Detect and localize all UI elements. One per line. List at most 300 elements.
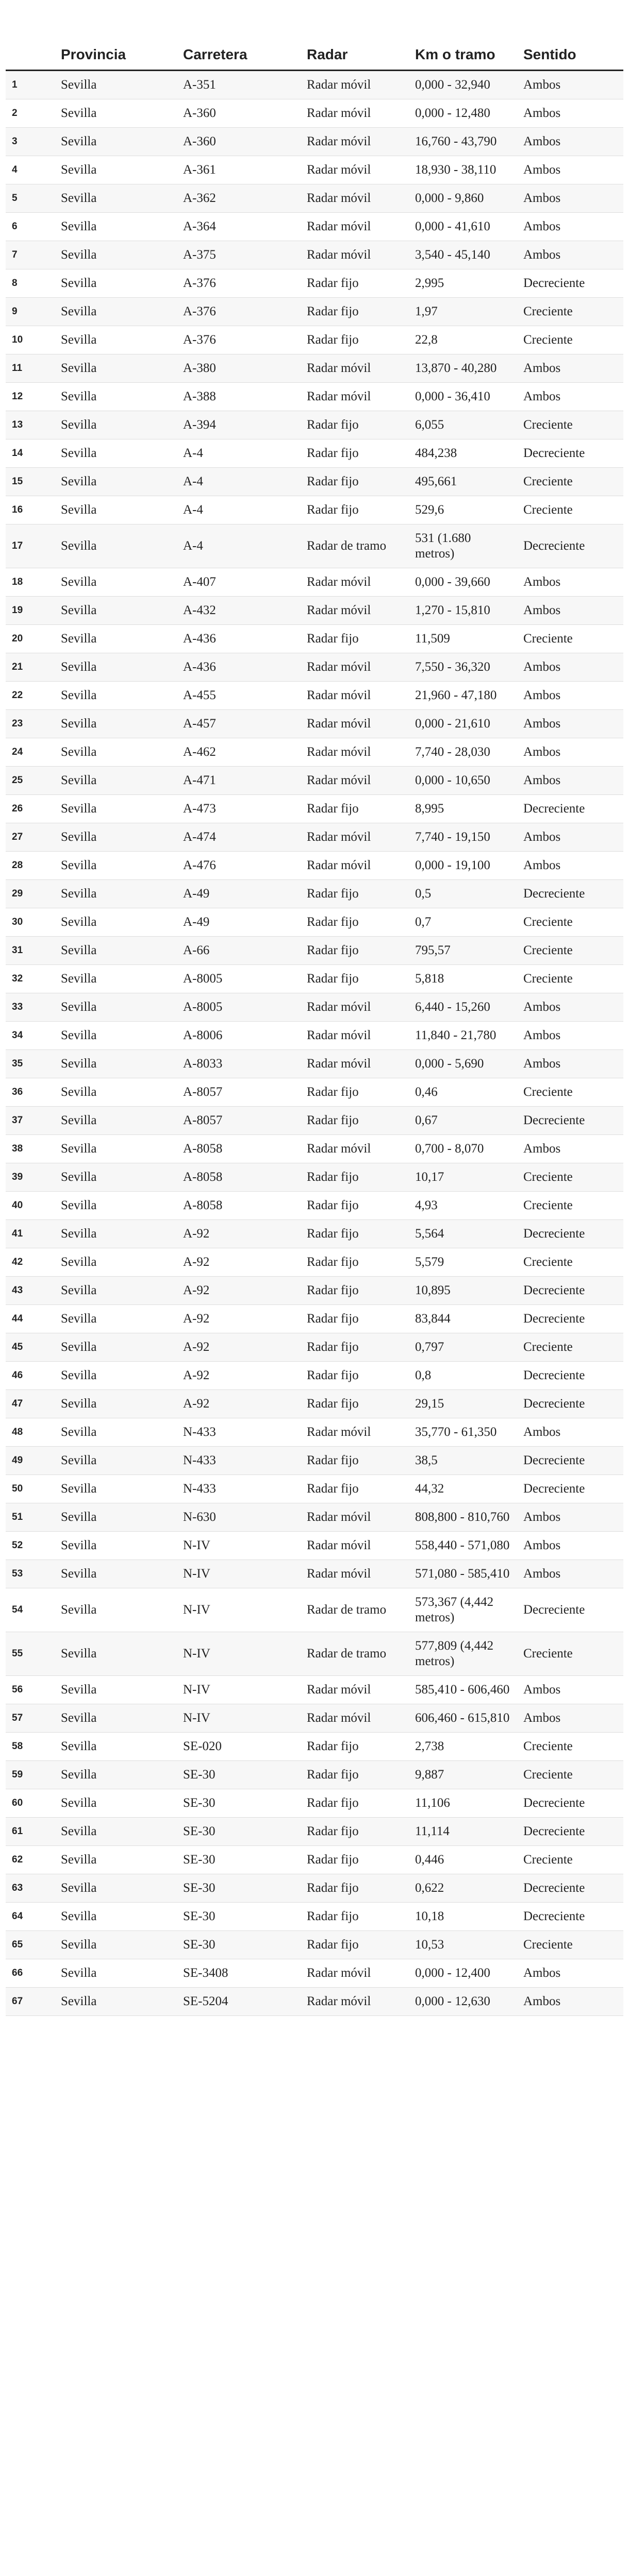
cell-km: 0,797	[409, 1333, 517, 1361]
cell-carretera: A-388	[177, 382, 301, 411]
radar-table	[6, 21, 623, 2016]
row-number: 36	[6, 1078, 55, 1106]
cell-sentido: Ambos	[517, 1418, 623, 1446]
row-number: 12	[6, 382, 55, 411]
cell-sentido: Ambos	[517, 382, 623, 411]
cell-provincia: Sevilla	[55, 1248, 177, 1276]
cell-carretera: A-4	[177, 496, 301, 524]
cell-km: 7,740 - 28,030	[409, 738, 517, 766]
cell-radar: Radar fijo	[301, 1475, 409, 1503]
cell-provincia: Sevilla	[55, 1475, 177, 1503]
cell-carretera: A-394	[177, 411, 301, 439]
cell-carretera: A-8006	[177, 1021, 301, 1049]
row-number: 37	[6, 1106, 55, 1134]
cell-carretera: SE-30	[177, 1789, 301, 1817]
table-row	[6, 1106, 623, 1134]
cell-carretera: A-436	[177, 624, 301, 653]
cell-provincia: Sevilla	[55, 1021, 177, 1049]
cell-radar: Radar fijo	[301, 624, 409, 653]
table-row	[6, 354, 623, 382]
cell-km: 22,8	[409, 326, 517, 354]
cell-sentido: Ambos	[517, 1675, 623, 1704]
cell-km: 0,000 - 32,940	[409, 70, 517, 99]
cell-carretera: N-IV	[177, 1531, 301, 1560]
row-number: 47	[6, 1389, 55, 1418]
cell-provincia: Sevilla	[55, 766, 177, 794]
table-row	[6, 1987, 623, 2015]
cell-provincia: Sevilla	[55, 1632, 177, 1675]
row-number: 67	[6, 1987, 55, 2015]
cell-radar: Radar de tramo	[301, 1632, 409, 1675]
row-number: 60	[6, 1789, 55, 1817]
cell-carretera: A-92	[177, 1304, 301, 1333]
cell-radar: Radar móvil	[301, 1560, 409, 1588]
cell-sentido: Creciente	[517, 1760, 623, 1789]
cell-sentido: Ambos	[517, 1021, 623, 1049]
cell-sentido: Creciente	[517, 411, 623, 439]
cell-provincia: Sevilla	[55, 1418, 177, 1446]
cell-carretera: SE-30	[177, 1760, 301, 1789]
table-row	[6, 1446, 623, 1475]
cell-km: 0,000 - 36,410	[409, 382, 517, 411]
cell-carretera: A-49	[177, 879, 301, 908]
cell-carretera: N-IV	[177, 1704, 301, 1732]
cell-carretera: A-92	[177, 1361, 301, 1389]
cell-radar: Radar móvil	[301, 738, 409, 766]
cell-provincia: Sevilla	[55, 993, 177, 1021]
table-row	[6, 1475, 623, 1503]
row-number: 51	[6, 1503, 55, 1531]
cell-carretera: SE-30	[177, 1930, 301, 1959]
cell-provincia: Sevilla	[55, 1588, 177, 1632]
cell-radar: Radar de tramo	[301, 1588, 409, 1632]
cell-radar: Radar fijo	[301, 1333, 409, 1361]
cell-radar: Radar móvil	[301, 1021, 409, 1049]
cell-provincia: Sevilla	[55, 297, 177, 326]
cell-provincia: Sevilla	[55, 1361, 177, 1389]
cell-carretera: A-362	[177, 184, 301, 212]
cell-provincia: Sevilla	[55, 1930, 177, 1959]
cell-provincia: Sevilla	[55, 1078, 177, 1106]
cell-radar: Radar móvil	[301, 184, 409, 212]
cell-carretera: A-92	[177, 1276, 301, 1304]
cell-km: 0,622	[409, 1874, 517, 1902]
cell-km: 795,57	[409, 936, 517, 964]
cell-provincia: Sevilla	[55, 1817, 177, 1845]
table-row	[6, 738, 623, 766]
cell-sentido: Creciente	[517, 297, 623, 326]
cell-km: 7,740 - 19,150	[409, 823, 517, 851]
cell-radar: Radar móvil	[301, 1704, 409, 1732]
cell-radar: Radar móvil	[301, 681, 409, 709]
cell-radar: Radar fijo	[301, 269, 409, 297]
row-number: 44	[6, 1304, 55, 1333]
cell-provincia: Sevilla	[55, 738, 177, 766]
cell-radar: Radar móvil	[301, 1959, 409, 1987]
cell-carretera: A-364	[177, 212, 301, 241]
cell-sentido: Creciente	[517, 936, 623, 964]
cell-radar: Radar móvil	[301, 1531, 409, 1560]
cell-carretera: A-455	[177, 681, 301, 709]
cell-sentido: Ambos	[517, 1134, 623, 1163]
cell-km: 16,760 - 43,790	[409, 127, 517, 156]
cell-carretera: A-8005	[177, 993, 301, 1021]
row-number: 43	[6, 1276, 55, 1304]
row-number: 55	[6, 1632, 55, 1675]
cell-provincia: Sevilla	[55, 439, 177, 467]
cell-sentido: Decreciente	[517, 524, 623, 568]
cell-provincia: Sevilla	[55, 1675, 177, 1704]
row-number: 25	[6, 766, 55, 794]
cell-sentido: Decreciente	[517, 794, 623, 823]
cell-km: 0,000 - 12,630	[409, 1987, 517, 2015]
cell-km: 0,000 - 9,860	[409, 184, 517, 212]
cell-radar: Radar fijo	[301, 1219, 409, 1248]
cell-km: 13,870 - 40,280	[409, 354, 517, 382]
cell-km: 6,440 - 15,260	[409, 993, 517, 1021]
cell-provincia: Sevilla	[55, 1760, 177, 1789]
cell-radar: Radar móvil	[301, 127, 409, 156]
cell-carretera: A-8058	[177, 1191, 301, 1219]
header-radar: Radar	[301, 21, 409, 70]
cell-provincia: Sevilla	[55, 1106, 177, 1134]
cell-carretera: A-92	[177, 1219, 301, 1248]
row-number: 49	[6, 1446, 55, 1475]
cell-carretera: SE-5204	[177, 1987, 301, 2015]
cell-radar: Radar fijo	[301, 879, 409, 908]
cell-provincia: Sevilla	[55, 1389, 177, 1418]
cell-provincia: Sevilla	[55, 1704, 177, 1732]
row-number: 61	[6, 1817, 55, 1845]
cell-provincia: Sevilla	[55, 624, 177, 653]
table-row	[6, 1902, 623, 1930]
cell-sentido: Ambos	[517, 1987, 623, 2015]
table-row	[6, 851, 623, 879]
cell-carretera: SE-30	[177, 1845, 301, 1874]
cell-km: 44,32	[409, 1475, 517, 1503]
row-number: 45	[6, 1333, 55, 1361]
cell-provincia: Sevilla	[55, 524, 177, 568]
row-number: 27	[6, 823, 55, 851]
row-number: 35	[6, 1049, 55, 1078]
cell-radar: Radar de tramo	[301, 524, 409, 568]
cell-carretera: A-66	[177, 936, 301, 964]
cell-carretera: A-8057	[177, 1078, 301, 1106]
table-row	[6, 524, 623, 568]
cell-carretera: A-476	[177, 851, 301, 879]
cell-provincia: Sevilla	[55, 1333, 177, 1361]
cell-carretera: A-407	[177, 568, 301, 596]
cell-km: 0,67	[409, 1106, 517, 1134]
row-number: 63	[6, 1874, 55, 1902]
cell-sentido: Ambos	[517, 1704, 623, 1732]
cell-provincia: Sevilla	[55, 354, 177, 382]
cell-radar: Radar móvil	[301, 1675, 409, 1704]
table-row	[6, 1219, 623, 1248]
cell-provincia: Sevilla	[55, 1531, 177, 1560]
cell-km: 558,440 - 571,080	[409, 1531, 517, 1560]
cell-sentido: Decreciente	[517, 1588, 623, 1632]
cell-carretera: N-IV	[177, 1588, 301, 1632]
cell-carretera: N-433	[177, 1446, 301, 1475]
cell-sentido: Ambos	[517, 99, 623, 127]
cell-provincia: Sevilla	[55, 99, 177, 127]
cell-provincia: Sevilla	[55, 1163, 177, 1191]
table-row	[6, 993, 623, 1021]
cell-sentido: Creciente	[517, 1078, 623, 1106]
cell-sentido: Creciente	[517, 1732, 623, 1760]
cell-km: 9,887	[409, 1760, 517, 1789]
table-row	[6, 382, 623, 411]
cell-sentido: Decreciente	[517, 879, 623, 908]
cell-km: 0,46	[409, 1078, 517, 1106]
cell-radar: Radar fijo	[301, 1163, 409, 1191]
table-row	[6, 653, 623, 681]
cell-sentido: Creciente	[517, 496, 623, 524]
cell-radar: Radar fijo	[301, 1789, 409, 1817]
cell-radar: Radar fijo	[301, 439, 409, 467]
cell-sentido: Decreciente	[517, 1789, 623, 1817]
row-number: 13	[6, 411, 55, 439]
cell-sentido: Creciente	[517, 467, 623, 496]
row-number: 30	[6, 908, 55, 936]
cell-sentido: Ambos	[517, 1049, 623, 1078]
cell-km: 83,844	[409, 1304, 517, 1333]
cell-radar: Radar móvil	[301, 766, 409, 794]
cell-radar: Radar móvil	[301, 709, 409, 738]
cell-km: 7,550 - 36,320	[409, 653, 517, 681]
cell-sentido: Ambos	[517, 1959, 623, 1987]
cell-carretera: A-351	[177, 70, 301, 99]
table-row	[6, 766, 623, 794]
table-row	[6, 1817, 623, 1845]
cell-carretera: N-IV	[177, 1632, 301, 1675]
cell-radar: Radar móvil	[301, 993, 409, 1021]
cell-carretera: N-433	[177, 1475, 301, 1503]
cell-radar: Radar móvil	[301, 212, 409, 241]
table-row	[6, 1503, 623, 1531]
cell-sentido: Ambos	[517, 568, 623, 596]
row-number: 22	[6, 681, 55, 709]
table-row	[6, 794, 623, 823]
cell-radar: Radar móvil	[301, 851, 409, 879]
cell-provincia: Sevilla	[55, 1049, 177, 1078]
cell-provincia: Sevilla	[55, 794, 177, 823]
cell-sentido: Ambos	[517, 354, 623, 382]
cell-radar: Radar fijo	[301, 1389, 409, 1418]
cell-sentido: Creciente	[517, 326, 623, 354]
cell-sentido: Decreciente	[517, 1902, 623, 1930]
cell-radar: Radar móvil	[301, 1418, 409, 1446]
cell-radar: Radar fijo	[301, 1874, 409, 1902]
cell-sentido: Creciente	[517, 908, 623, 936]
table-row	[6, 70, 623, 99]
cell-radar: Radar móvil	[301, 1134, 409, 1163]
cell-carretera: A-4	[177, 467, 301, 496]
table-row	[6, 1704, 623, 1732]
cell-sentido: Ambos	[517, 851, 623, 879]
cell-radar: Radar fijo	[301, 1902, 409, 1930]
cell-km: 0,000 - 10,650	[409, 766, 517, 794]
cell-carretera: A-436	[177, 653, 301, 681]
cell-km: 10,53	[409, 1930, 517, 1959]
cell-km: 577,809 (4,442 metros)	[409, 1632, 517, 1675]
cell-provincia: Sevilla	[55, 1560, 177, 1588]
cell-km: 2,995	[409, 269, 517, 297]
cell-radar: Radar móvil	[301, 1503, 409, 1531]
header-num	[6, 21, 55, 70]
row-number: 6	[6, 212, 55, 241]
table-row	[6, 879, 623, 908]
cell-km: 2,738	[409, 1732, 517, 1760]
table-row	[6, 1959, 623, 1987]
row-number: 46	[6, 1361, 55, 1389]
cell-provincia: Sevilla	[55, 823, 177, 851]
table-row	[6, 156, 623, 184]
cell-radar: Radar fijo	[301, 1732, 409, 1760]
cell-sentido: Creciente	[517, 1632, 623, 1675]
cell-carretera: A-474	[177, 823, 301, 851]
cell-carretera: A-432	[177, 596, 301, 624]
cell-km: 10,18	[409, 1902, 517, 1930]
cell-km: 0,000 - 41,610	[409, 212, 517, 241]
cell-provincia: Sevilla	[55, 1987, 177, 2015]
cell-sentido: Creciente	[517, 964, 623, 993]
cell-provincia: Sevilla	[55, 1732, 177, 1760]
cell-provincia: Sevilla	[55, 1276, 177, 1304]
cell-sentido: Decreciente	[517, 1304, 623, 1333]
row-number: 52	[6, 1531, 55, 1560]
header-carretera: Carretera	[177, 21, 301, 70]
table-row	[6, 1531, 623, 1560]
row-number: 4	[6, 156, 55, 184]
cell-km: 0,8	[409, 1361, 517, 1389]
cell-carretera: N-IV	[177, 1560, 301, 1588]
row-number: 14	[6, 439, 55, 467]
row-number: 39	[6, 1163, 55, 1191]
cell-km: 571,080 - 585,410	[409, 1560, 517, 1588]
cell-radar: Radar fijo	[301, 1191, 409, 1219]
cell-radar: Radar fijo	[301, 1930, 409, 1959]
table-row	[6, 1675, 623, 1704]
table-row	[6, 1560, 623, 1588]
cell-carretera: A-92	[177, 1248, 301, 1276]
cell-radar: Radar móvil	[301, 823, 409, 851]
cell-radar: Radar móvil	[301, 354, 409, 382]
table-header	[6, 21, 623, 70]
cell-provincia: Sevilla	[55, 496, 177, 524]
table-row	[6, 823, 623, 851]
cell-provincia: Sevilla	[55, 1902, 177, 1930]
cell-km: 0,000 - 5,690	[409, 1049, 517, 1078]
table-row	[6, 99, 623, 127]
cell-carretera: A-8058	[177, 1163, 301, 1191]
cell-radar: Radar móvil	[301, 1987, 409, 2015]
cell-radar: Radar móvil	[301, 70, 409, 99]
table-row	[6, 1049, 623, 1078]
row-number: 10	[6, 326, 55, 354]
cell-radar: Radar fijo	[301, 1304, 409, 1333]
cell-sentido: Ambos	[517, 1531, 623, 1560]
row-number: 16	[6, 496, 55, 524]
cell-carretera: A-375	[177, 241, 301, 269]
cell-radar: Radar móvil	[301, 1049, 409, 1078]
cell-provincia: Sevilla	[55, 653, 177, 681]
cell-radar: Radar fijo	[301, 1446, 409, 1475]
table-row	[6, 1134, 623, 1163]
row-number: 3	[6, 127, 55, 156]
cell-provincia: Sevilla	[55, 1874, 177, 1902]
cell-sentido: Ambos	[517, 70, 623, 99]
row-number: 42	[6, 1248, 55, 1276]
cell-carretera: A-8033	[177, 1049, 301, 1078]
cell-km: 0,7	[409, 908, 517, 936]
header-provincia: Provincia	[55, 21, 177, 70]
cell-sentido: Ambos	[517, 993, 623, 1021]
cell-carretera: SE-30	[177, 1874, 301, 1902]
cell-km: 1,270 - 15,810	[409, 596, 517, 624]
row-number: 19	[6, 596, 55, 624]
cell-carretera: A-4	[177, 524, 301, 568]
cell-provincia: Sevilla	[55, 964, 177, 993]
table-row	[6, 1276, 623, 1304]
cell-sentido: Decreciente	[517, 1475, 623, 1503]
header-row	[6, 21, 623, 70]
cell-carretera: SE-30	[177, 1817, 301, 1845]
table-row	[6, 1078, 623, 1106]
cell-sentido: Ambos	[517, 156, 623, 184]
cell-provincia: Sevilla	[55, 1446, 177, 1475]
row-number: 1	[6, 70, 55, 99]
cell-km: 0,700 - 8,070	[409, 1134, 517, 1163]
table-row	[6, 624, 623, 653]
table-row	[6, 1333, 623, 1361]
row-number: 17	[6, 524, 55, 568]
cell-km: 3,540 - 45,140	[409, 241, 517, 269]
cell-km: 0,000 - 21,610	[409, 709, 517, 738]
cell-km: 0,000 - 12,400	[409, 1959, 517, 1987]
cell-provincia: Sevilla	[55, 709, 177, 738]
table-row	[6, 1248, 623, 1276]
table-row	[6, 1418, 623, 1446]
cell-provincia: Sevilla	[55, 1959, 177, 1987]
row-number: 57	[6, 1704, 55, 1732]
cell-provincia: Sevilla	[55, 1304, 177, 1333]
cell-carretera: A-457	[177, 709, 301, 738]
row-number: 34	[6, 1021, 55, 1049]
cell-sentido: Decreciente	[517, 1817, 623, 1845]
row-number: 29	[6, 879, 55, 908]
cell-km: 0,000 - 39,660	[409, 568, 517, 596]
table-row	[6, 681, 623, 709]
cell-carretera: A-376	[177, 269, 301, 297]
cell-sentido: Ambos	[517, 184, 623, 212]
cell-carretera: A-462	[177, 738, 301, 766]
cell-km: 0,446	[409, 1845, 517, 1874]
cell-carretera: A-92	[177, 1333, 301, 1361]
cell-provincia: Sevilla	[55, 184, 177, 212]
cell-provincia: Sevilla	[55, 467, 177, 496]
cell-sentido: Decreciente	[517, 1389, 623, 1418]
table-row	[6, 596, 623, 624]
cell-km: 5,579	[409, 1248, 517, 1276]
table-row	[6, 1789, 623, 1817]
cell-sentido: Creciente	[517, 624, 623, 653]
cell-km: 5,564	[409, 1219, 517, 1248]
cell-km: 0,5	[409, 879, 517, 908]
table-row	[6, 1588, 623, 1632]
cell-km: 4,93	[409, 1191, 517, 1219]
